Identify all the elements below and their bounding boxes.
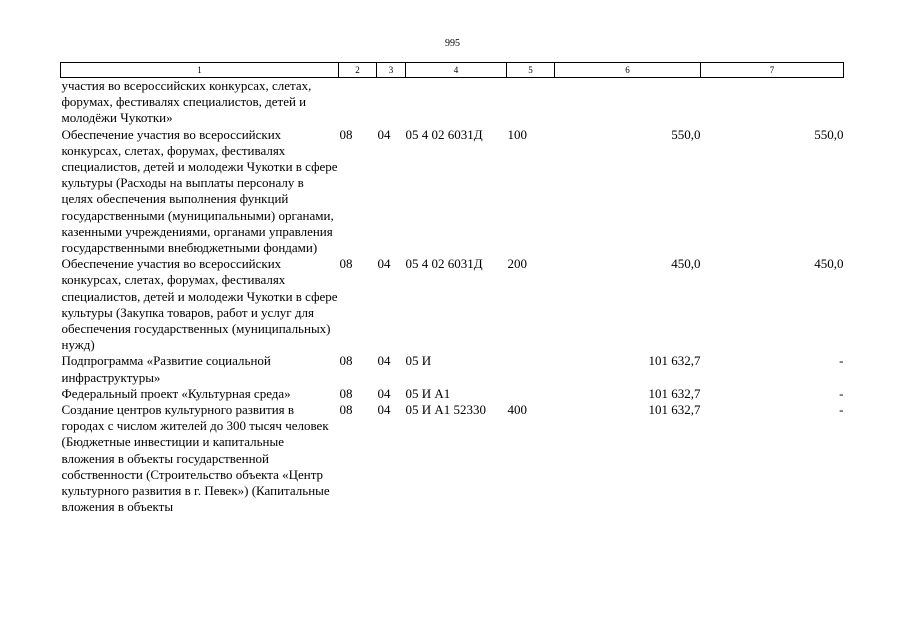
row-vr: 100	[507, 126, 527, 142]
row-vr: 200	[507, 256, 527, 272]
header-col-1: 1	[61, 63, 339, 78]
table-row	[61, 402, 844, 515]
row-sum1: 550,0	[671, 126, 701, 142]
row-name: Подпрограмма «Развитие социальной инфраструктуры»	[61, 353, 271, 385]
row-sum2: -	[839, 385, 844, 401]
row-name: Создание центров культурного развития в городах с числом жителей до 300 тысяч человек (Бюджетные инвестиции и капитальные вложения в объекты государственной собственности (Строительство объекта «Центр культурного развития в г. Певек») (Капитальные вложения в объекты	[61, 402, 330, 515]
header-col-6: 6	[555, 63, 701, 78]
row-razdel	[339, 78, 377, 127]
table-row	[61, 256, 844, 353]
row-podrazdel: 04	[377, 353, 391, 369]
row-razdel: 08	[339, 353, 353, 369]
row-razdel: 08	[339, 126, 353, 142]
header-col-4: 4	[406, 63, 507, 78]
row-csr: 05 4 02 6031Д	[405, 126, 483, 142]
row-sum1: 101 632,7	[648, 385, 701, 401]
header-row	[61, 63, 844, 78]
budget-table	[60, 62, 844, 515]
page-number: 995	[445, 38, 460, 49]
row-razdel: 08	[339, 385, 353, 401]
row-sum1	[555, 78, 701, 127]
row-sum1: 101 632,7	[648, 353, 701, 369]
row-csr: 05 И А1 52330	[405, 402, 487, 418]
row-sum2	[701, 78, 844, 127]
row-podrazdel: 04	[377, 385, 391, 401]
header-col-2: 2	[339, 63, 377, 78]
row-sum1: 450,0	[671, 256, 701, 272]
row-name: Федеральный проект «Культурная среда»	[61, 385, 291, 401]
row-name: Обеспечение участия во всероссийских конкурсах, слетах, форумах, фестивалях специалистов, детей и молодежи Чукотки в сфере культуры (Закупка товаров, работ и услуг для обеспечения государственных (муниципальных) нужд)	[61, 256, 338, 353]
row-vr	[507, 353, 555, 385]
table-row	[61, 386, 844, 402]
row-csr: 05 И	[405, 353, 432, 369]
header-col-7: 7	[701, 63, 844, 78]
row-name: участия во всероссийских конкурсах, слетах, форумах, фестивалях специалистов, детей и молодёжи Чукотки»	[61, 78, 312, 126]
row-name: Обеспечение участия во всероссийских конкурсах, слетах, форумах, фестивалях специалистов, детей и молодежи Чукотки в сфере культуры (Расходы на выплаты персоналу в целях обеспечения выполнения функций государственными (муниципальными) органами, казенными учреждениями, органами управления государственными внебюджетными фондами)	[61, 126, 338, 256]
row-razdel: 08	[339, 256, 353, 272]
row-vr: 400	[507, 402, 527, 418]
row-podrazdel: 04	[377, 256, 391, 272]
header-col-3: 3	[377, 63, 406, 78]
row-vr	[507, 78, 555, 127]
row-sum2: -	[839, 402, 844, 418]
row-podrazdel: 04	[377, 126, 391, 142]
row-razdel: 08	[339, 402, 353, 418]
header-col-5: 5	[507, 63, 555, 78]
row-vr	[507, 386, 555, 402]
row-sum2: 450,0	[814, 256, 844, 272]
table-row	[61, 78, 844, 127]
row-sum1: 101 632,7	[648, 402, 701, 418]
row-sum2: -	[839, 353, 844, 369]
row-csr	[406, 78, 507, 127]
row-sum2: 550,0	[814, 126, 844, 142]
row-podrazdel	[377, 78, 406, 127]
row-csr: 05 4 02 6031Д	[405, 256, 483, 272]
row-podrazdel: 04	[377, 402, 391, 418]
row-csr: 05 И А1	[405, 385, 451, 401]
table-row	[61, 127, 844, 257]
table-row	[61, 353, 844, 385]
